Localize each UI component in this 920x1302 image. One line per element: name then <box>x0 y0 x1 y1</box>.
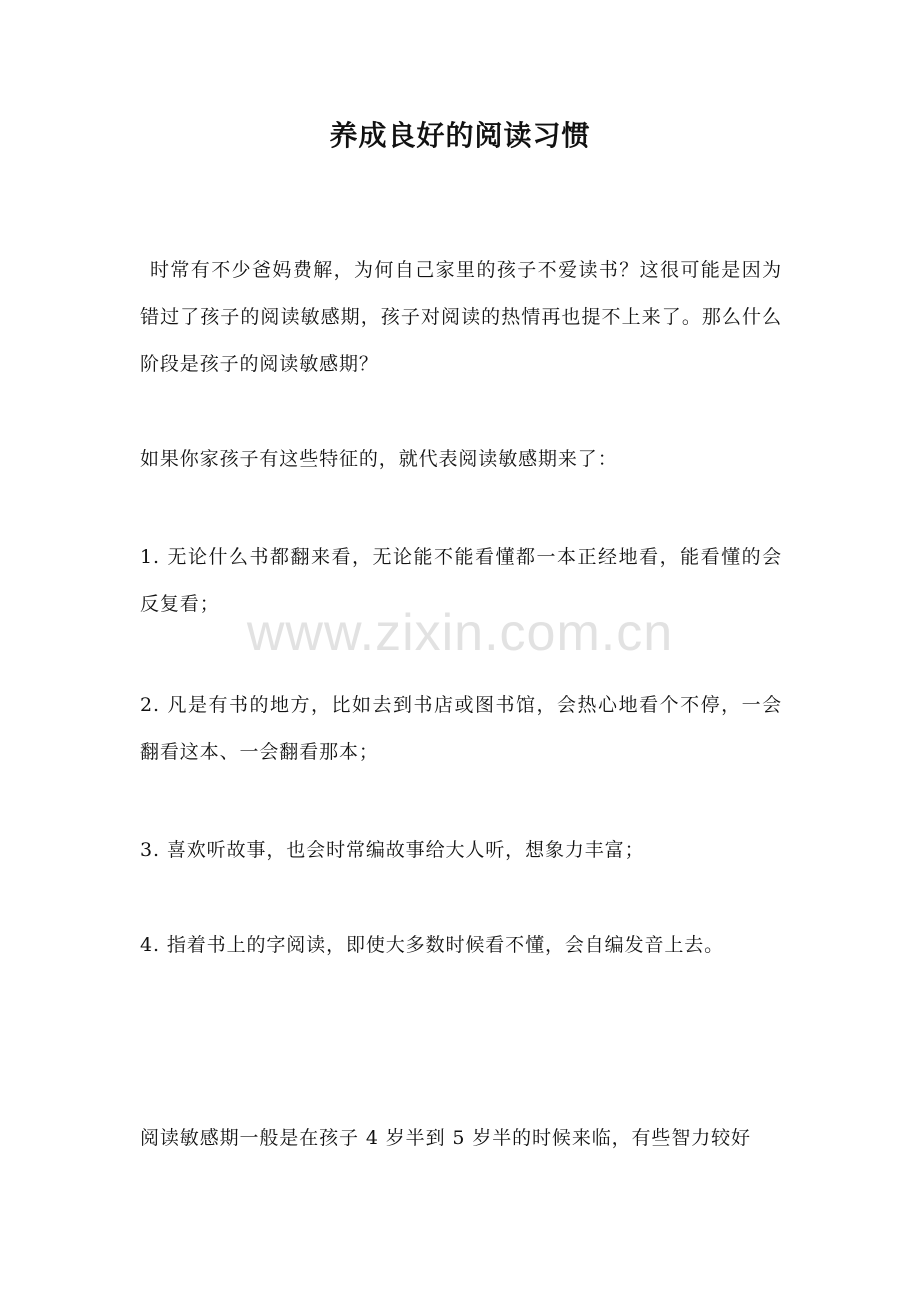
document-title: 养成良好的阅读习惯 <box>329 119 591 152</box>
list-item-1: 1. 无论什么书都翻来看，无论能不能看懂都一本正经地看，能看懂的会反复看； <box>140 546 782 615</box>
age-paragraph: 阅读敏感期一般是在孩子 4 岁半到 5 岁半的时候来临，有些智力较好 <box>140 1127 751 1149</box>
signs-intro-paragraph: 如果你家孩子有这些特征的，就代表阅读敏感期来了： <box>140 448 618 470</box>
intro-paragraph: 时常有不少爸妈费解，为何自己家里的孩子不爱读书？这很可能是因为错过了孩子的阅读敏感期，孩子对阅读的热情再也提不上来了。那么什么阶段是孩子的阅读敏感期？ <box>140 259 782 375</box>
watermark: www.zixin.com.cn <box>246 604 674 662</box>
list-item-3: 3. 喜欢听故事，也会时常编故事给大人听，想象力丰富； <box>140 839 645 861</box>
list-item-2: 2. 凡是有书的地方，比如去到书店或图书馆，会热心地看个不停，一会翻看这本、一会翻看那本； <box>140 694 782 763</box>
list-item-4: 4. 指着书上的字阅读，即使大多数时候看不懂，会自编发音上去。 <box>140 934 725 956</box>
